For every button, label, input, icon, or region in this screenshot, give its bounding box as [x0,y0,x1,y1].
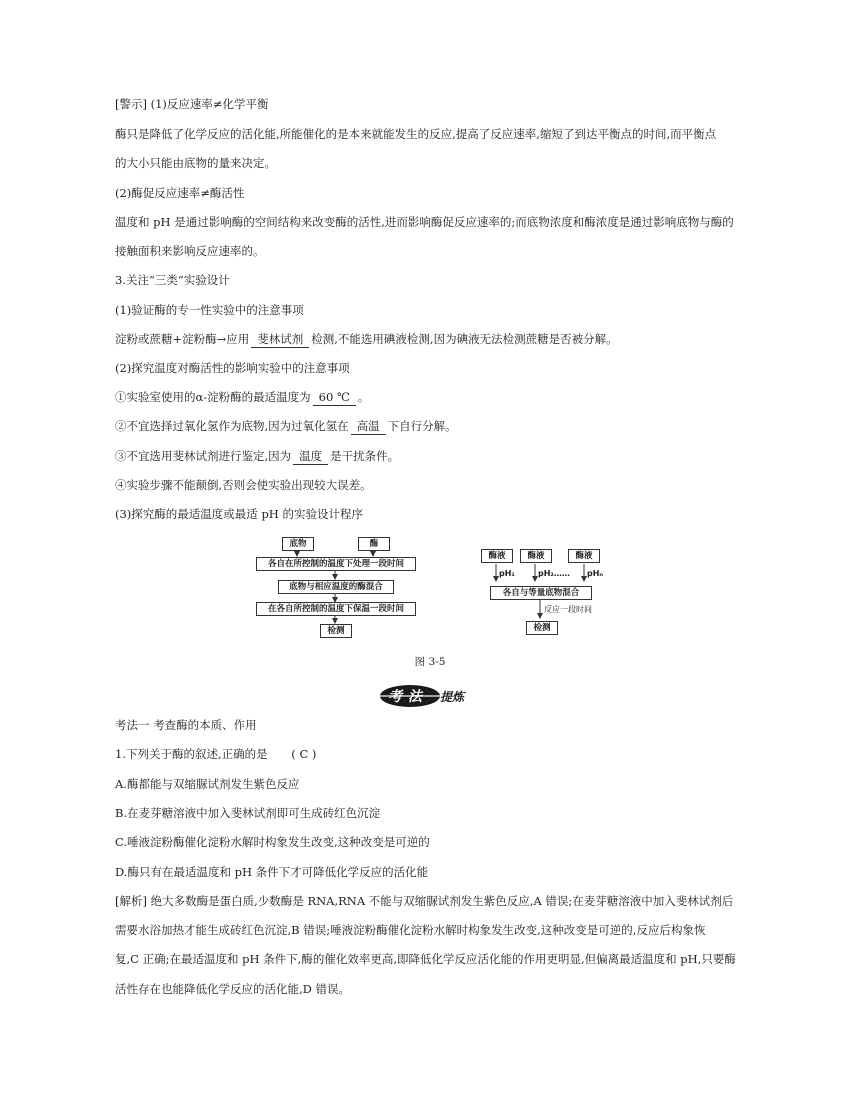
question-1 [115,746,316,762]
text-post: 检测,不能选用碘液检测,因为碘液无法检测蔗糖是否被分解。 [311,332,618,346]
text-pre: ②不宜选择过氧化氢作为底物,因为过氧化氢在 [115,419,349,433]
option-d: D.酶只有在最适温度和 pH 条件下才可降低化学反应的活化能 [115,865,429,879]
ph-label-2: pH₂…… [538,569,570,578]
warning-paragraph-1a: 酶只是降低了化学反应的活化能,所能催化的是本来就能发生的反应,提高了反应速率,缩短了到达平衡点的时间,而平衡点 [115,127,717,141]
section3-line-1 [115,331,618,348]
warning-subtitle-2: (2)酶促反应速率≠酶活性 [115,186,245,200]
detect-box-left: 检测 [320,624,352,638]
explanation-line-2: 需要水浴加热才能生成砖红色沉淀,B 错误;唾液淀粉酶催化淀粉水解时构象发生改变,这种改变是可逆的,反应后构象恢 [115,923,706,937]
section3-subtitle-2: (2)探究温度对酶活性的影响实验中的注意事项 [115,361,350,375]
text-post: 下自行分解。 [387,419,457,433]
text-pre: ③不宜选用斐林试剂进行鉴定,因为 [115,449,292,463]
fill-blank: 温度 [293,448,328,465]
section3-item-2 [115,418,457,435]
warning-title: [警示] (1)反应速率≠化学平衡 [115,97,269,111]
explanation-line-4: 活性存在也能降低化学反应的活化能,D 错误。 [115,982,351,996]
text-pre: 淀粉或蔗糖+淀粉酶→应用 [115,332,250,346]
text-post: 是干扰条件。 [330,449,400,463]
warning-paragraph-2b: 接触面积来影响反应速率的。 [115,244,265,258]
method1-title: 考法一 考查酶的本质、作用 [115,718,257,732]
detect-box-right: 检测 [526,621,558,635]
fill-blank: 斐林试剂 [251,331,309,348]
warning-paragraph-1b: 的大小只能由底物的量来决定。 [115,156,276,170]
step-mix-box: 底物与相应温度的酶混合 [278,580,394,594]
ph-label-n: pHₙ [587,569,604,578]
section3-item-3 [115,448,399,465]
question-stem: 1.下列关于酶的叙述,正确的是 [115,747,268,761]
react-time-label: 反应一段时间 [544,605,592,614]
section3-title: 3.关注“三类”实验设计 [115,273,230,287]
fill-blank: 60 ℃ [313,389,356,406]
svg-text:法: 法 [408,689,422,705]
section3-subtitle-3: (3)探究酶的最适温度或最适 pH 的实验设计程序 [115,507,363,521]
substrate-box: 底物 [282,537,314,551]
kaofa-tilian-logo [378,684,482,708]
enzyme-solution-box-2: 酶液 [520,549,552,563]
mix-substrate-box: 各自与等量底物混合 [490,586,592,600]
explanation-line-1: [解析] 绝大多数酶是蛋白质,少数酶是 RNA,RNA 不能与双缩脲试剂发生紫色反应,A 错误;在麦芽糖溶液中加入斐林试剂后 [115,894,734,908]
section3-item-1 [115,389,369,406]
logo-graphic [378,684,482,708]
section3-item-4: ④实验步骤不能颠倒,否则会使实验出现较大误差。 [115,478,372,492]
enzyme-solution-box-3: 酶液 [568,549,600,563]
enzyme-box: 酶 [358,537,390,551]
step-pretreat-box: 各自在所控制的温度下处理一段时间 [256,557,416,571]
svg-text:提炼: 提炼 [440,690,465,704]
explanation-line-3: 复,C 正确;在最适温度和 pH 条件下,酶的催化效率更高,即降低化学反应活化能的作用更明显,但偏离最适温度和 pH,只要酶 [115,952,736,966]
section3-subtitle-1: (1)验证酶的专一性实验中的注意事项 [115,303,304,317]
answer-choice: ( C ) [291,747,317,761]
fill-blank: 高温 [351,418,386,435]
svg-text:考: 考 [388,689,402,705]
option-b: B.在麦芽糖溶液中加入斐林试剂即可生成砖红色沉淀 [115,806,381,820]
warning-paragraph-2a: 温度和 pH 是通过影响酶的空间结构来改变酶的活性,进而影响酶促反应速率的;而底物浓度和酶浓度是通过影响底物与酶的 [115,215,734,229]
text-post: 。 [357,390,370,404]
enzyme-solution-box-1: 酶液 [481,549,513,563]
option-a: A.酶都能与双缩脲试剂发生紫色反应 [115,777,300,791]
text-pre: ①实验室使用的α-淀粉酶的最适温度为 [115,390,311,404]
ph-label-1: pH₁ [499,569,515,578]
figure-caption: 图 3-5 [414,656,446,668]
option-c: C.唾液淀粉酶催化淀粉水解时构象发生改变,这种改变是可逆的 [115,835,430,849]
step-incubate-box: 在各自所控制的温度下保温一段时间 [256,602,416,616]
